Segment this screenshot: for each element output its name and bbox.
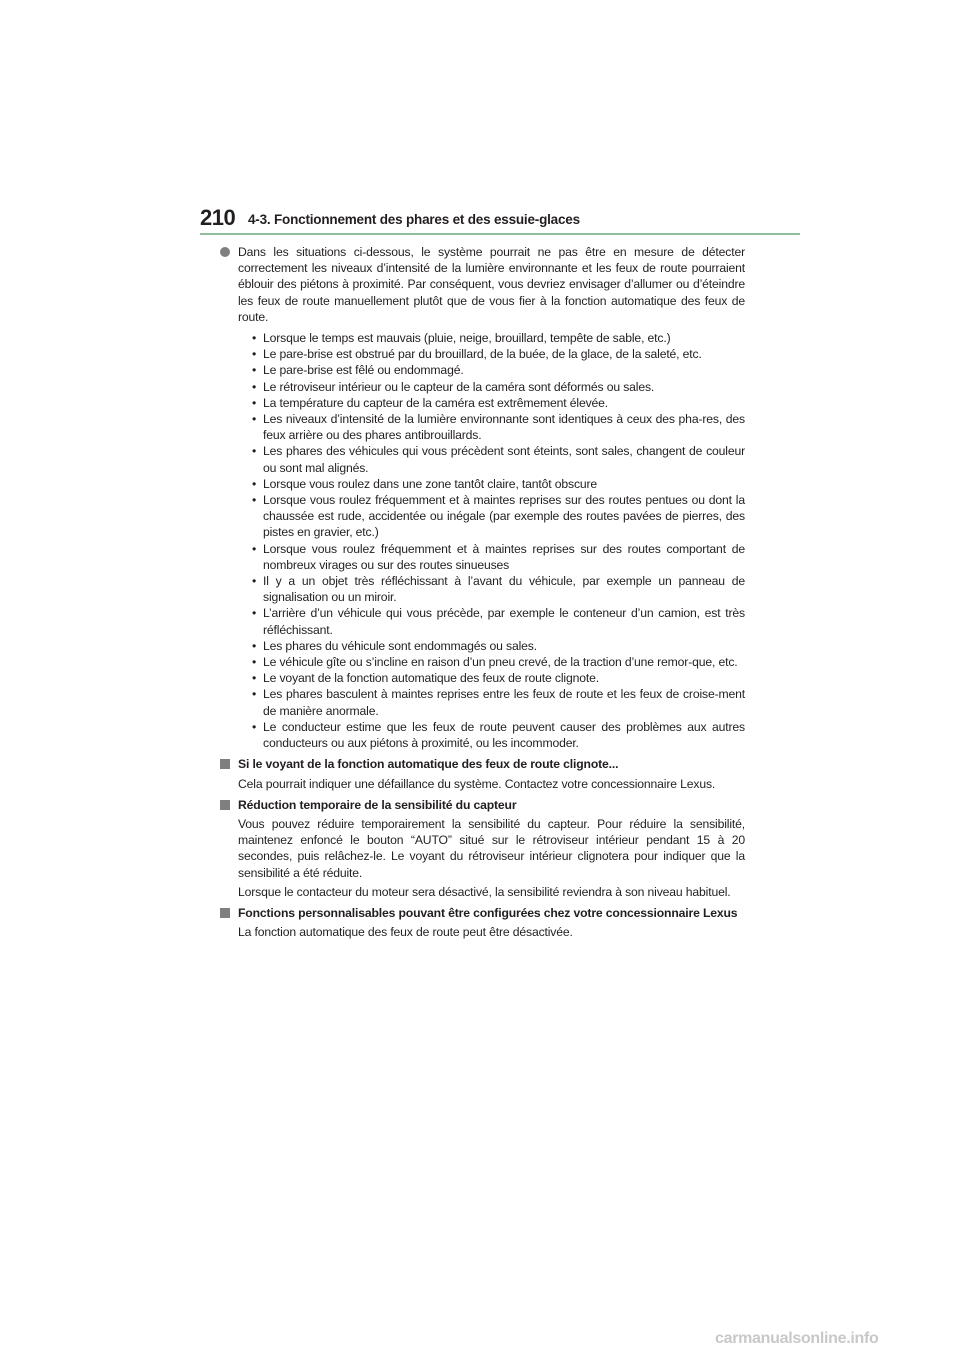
bullet-dot-icon: •: [252, 444, 257, 459]
bullet-dot-icon: •: [252, 574, 257, 589]
situations-list: [220, 330, 745, 751]
page-content: [220, 244, 745, 942]
list-item: [252, 411, 745, 443]
intro-paragraph: [220, 244, 745, 325]
bullet-dot-icon: •: [252, 395, 257, 410]
bullet-dot-icon: •: [252, 412, 257, 427]
list-item-text: Le voyant de la fonction automatique des feux de route clignote.: [263, 671, 599, 686]
list-item: [252, 573, 745, 605]
list-item-text: Le véhicule gîte ou s’incline en raison d’un pneu crevé, de la traction d’une remor-que, etc.: [263, 655, 738, 670]
list-item: [252, 443, 745, 475]
bullet-dot-icon: •: [252, 493, 257, 508]
list-item-text: Le conducteur estime que les feux de route peuvent causer des problèmes aux autres conducteurs ou aux piétons à proximité, ou les incommoder.: [263, 719, 745, 751]
list-item: [252, 362, 745, 378]
list-item: [252, 395, 745, 411]
bullet-dot-icon: •: [252, 476, 257, 491]
list-item-text: Lorsque vous roulez dans une zone tantôt claire, tantôt obscure: [263, 476, 598, 491]
list-item: [252, 379, 745, 395]
watermark: carmanualsonline.info: [715, 1330, 879, 1347]
circle-bullet-icon: [220, 247, 230, 257]
bullet-dot-icon: •: [252, 606, 257, 621]
list-item-text: Le pare-brise est fêlé ou endommagé.: [263, 363, 464, 378]
bullet-dot-icon: •: [252, 671, 257, 686]
bullet-dot-icon: •: [252, 379, 257, 394]
bullet-dot-icon: •: [252, 347, 257, 362]
list-item-text: L’arrière d’un véhicule qui vous précède, par exemple le conteneur d’un camion, est très réfléchissant.: [263, 606, 745, 637]
list-item-text: Les phares des véhicules qui vous précèdent sont éteints, sont sales, changent de couleur ou sont mal alignés.: [263, 444, 745, 475]
note-section: [220, 797, 745, 900]
list-item: [252, 638, 745, 654]
list-item: [252, 605, 745, 637]
list-item: [252, 476, 745, 492]
section-body: Vous pouvez réduire temporairement la sensibilité du capteur. Pour réduire la sensibilité, maintenez enfoncé le bouton “AUTO” situé sur le rétroviseur intérieur pendant 15 à 20 secondes, puis relâchez-le. Le voyant du rétroviseur intérieur clignotera pour indiquer que la sensibilité a été réduite.: [238, 816, 745, 880]
list-item-text: Les phares du véhicule sont endommagés ou sales.: [263, 638, 537, 653]
section-heading: [220, 756, 745, 772]
bullet-dot-icon: •: [252, 363, 257, 378]
note-section: [220, 905, 745, 940]
list-item: [252, 492, 745, 541]
list-item: [252, 654, 745, 670]
list-item-text: Il y a un objet très réfléchissant à l’avant du véhicule, par exemple un panneau de signalisation ou un miroir.: [263, 574, 745, 605]
section-title: 4-3. Fonctionnement des phares et des essuie-glaces: [248, 212, 580, 227]
section-heading: [220, 797, 745, 813]
note-section: [220, 756, 745, 791]
list-item-text: Lorsque le temps est mauvais (pluie, neige, brouillard, tempête de sable, etc.): [263, 331, 671, 346]
list-item: [252, 719, 745, 751]
header-rule: [200, 233, 800, 235]
page-header: [200, 206, 800, 234]
section-body: Cela pourrait indiquer une défaillance du système. Contactez votre concessionnaire Lexus.: [238, 776, 716, 791]
page-number: 210: [200, 205, 236, 230]
section-heading-text: Fonctions personnalisables pouvant être configurées chez votre concessionnaire Lexus: [238, 905, 738, 920]
square-bullet-icon: [220, 908, 230, 918]
section-body: Lorsque le contacteur du moteur sera désactivé, la sensibilité reviendra à son niveau habituel.: [238, 884, 731, 899]
list-item-text: Les niveaux d’intensité de la lumière environnante sont identiques à ceux des pha-res, des feux arrière ou des phares antibrouillards.: [263, 412, 745, 443]
bullet-dot-icon: •: [252, 638, 257, 653]
list-item: [252, 346, 745, 362]
list-item-text: La température du capteur de la caméra est extrêmement élevée.: [263, 395, 609, 410]
bullet-dot-icon: •: [252, 655, 257, 670]
bullet-dot-icon: •: [252, 331, 257, 346]
section-body: La fonction automatique des feux de route peut être désactivée.: [238, 925, 573, 940]
list-item-text: Le pare-brise est obstrué par du brouillard, de la buée, de la glace, de la saleté, etc.: [263, 347, 702, 362]
section-heading: [220, 905, 745, 921]
intro-text: Dans les situations ci-dessous, le système pourrait ne pas être en mesure de détecter correctement les niveaux d’intensité de la lumière environnante et les feux de route pourraient éblouir des piétons à proximité. Par conséquent, vous devriez envisager d’allumer ou d’éteindre les feux de route manuellement plutôt que de vous fier à la fonction automatique des feux de route.: [238, 245, 745, 324]
list-item-text: Lorsque vous roulez fréquemment et à maintes reprises sur des routes comportant de nombreux virages ou sur des routes sinueuses: [263, 541, 745, 572]
bullet-dot-icon: •: [252, 687, 257, 702]
list-item: [252, 686, 745, 718]
section-heading-text: Réduction temporaire de la sensibilité du capteur: [238, 797, 517, 812]
sections-container: [220, 756, 745, 940]
list-item: [252, 541, 745, 573]
list-item: [252, 670, 745, 686]
bullet-dot-icon: •: [252, 541, 257, 556]
list-item-text: Les phares basculent à maintes reprises entre les feux de route et les feux de croise-ment de manière anormale.: [263, 687, 745, 718]
square-bullet-icon: [220, 800, 230, 810]
bullet-dot-icon: •: [252, 719, 257, 734]
list-item-text: Lorsque vous roulez fréquemment et à maintes reprises sur des routes pentues ou dont la chaussée est rude, accidentée ou inégale (par exemple des routes pavées de pierres, des pistes en gravier, etc.): [263, 493, 745, 540]
list-item-text: Le rétroviseur intérieur ou le capteur de la caméra sont déformés ou sales.: [263, 379, 655, 394]
square-bullet-icon: [220, 759, 230, 769]
section-heading-text: Si le voyant de la fonction automatique des feux de route clignote...: [238, 757, 619, 772]
list-item: [252, 330, 745, 346]
